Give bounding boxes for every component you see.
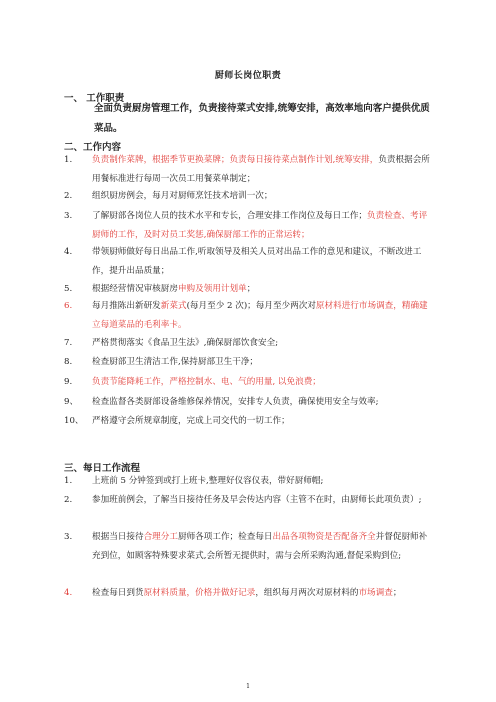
- text-segment: 负责根据会所用餐标准进行每周一次员工用餐菜单制定；: [92, 155, 430, 184]
- text-segment: ；: [246, 284, 256, 294]
- list-item-text: [92, 353, 434, 372]
- document-title: 厨师长岗位职责: [214, 71, 282, 81]
- text-segment: 负责制作菜牌，根据季节更换菜牌；负责每日接待菜点制作计划,统筹安排，: [92, 155, 379, 165]
- list-item-number: 2.: [64, 191, 73, 201]
- list-item: [64, 353, 434, 372]
- list-item-text: [92, 491, 434, 510]
- list-item-number: 5.: [64, 284, 73, 294]
- list-item: [64, 243, 434, 280]
- list-item: [64, 297, 434, 334]
- text-segment: 检查厨部卫生清洁工作,保持厨部卫生干净；: [92, 357, 259, 367]
- list-item-number: 7.: [64, 338, 73, 348]
- list-item-text: [92, 334, 434, 353]
- page-number: 1: [246, 683, 250, 690]
- list-item-text: [92, 280, 434, 299]
- text-segment: 参加班前例会，了解当日接待任务及早会传达内容（主管不在时，由厨师长此项负责）;: [92, 495, 422, 505]
- list-item: [64, 412, 434, 431]
- list-item: [64, 187, 434, 206]
- list-item-text: [92, 412, 434, 431]
- text-segment: 出品各项物资是否配备齐全: [272, 532, 376, 542]
- text-segment: ；: [392, 588, 402, 598]
- text-segment: 原材料质量，价格并做好记录: [143, 588, 256, 598]
- section-heading-work-content: 二、工作内容: [64, 142, 122, 153]
- list-item-text: [92, 187, 434, 206]
- list-item-number: 8.: [64, 357, 73, 367]
- list-item-text: [92, 243, 434, 280]
- text-segment: 厨师各项工作；检查每日: [177, 532, 273, 542]
- list-item-number: 3.: [64, 532, 73, 542]
- list-item-number: 1.: [64, 155, 73, 165]
- list-item-number: 2.: [64, 495, 73, 505]
- list-item-number: 9.: [64, 377, 73, 387]
- list-item-text: [92, 207, 434, 244]
- list-item-number: 3.: [64, 211, 73, 221]
- text-segment: 合理分工: [143, 532, 178, 542]
- text-segment: 原材料进行市场调查，精确建立每道菜品的毛利率卡。: [92, 301, 428, 330]
- text-segment: 每月推陈出新研发: [92, 301, 161, 311]
- text-segment: 检查监督各类厨部设备维修保养情况，安排专人负责，确保使用安全与效率;: [92, 397, 379, 407]
- text-segment: 负责节能降耗工作，严格控制水、电、气的用量, 以免浪费；: [92, 377, 321, 387]
- list-item: [64, 373, 434, 392]
- list-item-text: [92, 528, 434, 565]
- list-item-number: 6.: [64, 301, 73, 311]
- section-heading-daily-flow: 三、每日工作流程: [64, 463, 141, 474]
- text-segment: 根据当日接待: [92, 532, 144, 542]
- text-segment: 市场调查: [358, 588, 393, 598]
- list-item: [64, 207, 434, 244]
- text-segment: 新菜式: [160, 301, 187, 311]
- text-segment: 检查每日到货: [92, 588, 144, 598]
- list-item-text: [92, 393, 434, 412]
- list-item: [64, 472, 434, 491]
- list-item: [64, 584, 434, 603]
- list-item-number: 9、: [64, 397, 79, 407]
- text-segment: 根据经营情况审核厨房: [92, 284, 178, 294]
- text-segment: 严格遵守会所规章制度，完成上司交代的一切工作；: [92, 416, 290, 426]
- list-item-number: 10、: [64, 416, 84, 426]
- list-item-text: [92, 472, 434, 491]
- text-segment: 严格贯彻落实《食品卫生法》,确保厨部饮食安全;: [92, 338, 279, 348]
- text-segment: ，组织每月两次对原材料的: [255, 588, 359, 598]
- list-item: [64, 393, 434, 412]
- list-item-text: [92, 151, 434, 188]
- list-item: [64, 151, 434, 188]
- list-item-text: [92, 584, 434, 603]
- section-heading-duties: 一、 工作职责: [64, 93, 125, 104]
- text-segment: 申购及领用计划单: [177, 284, 247, 294]
- text-segment: 组织厨房例会，每月对厨师烹饪技术培训一次；: [92, 191, 273, 201]
- list-item-number: 1.: [64, 476, 73, 486]
- text-segment: (每月至少 2 次)；每月至少两次对: [186, 301, 316, 311]
- list-item: [64, 280, 434, 299]
- text-segment: 并督促厨师补充到位，如顾客特殊要求菜式,会所暂无提供时，需与会所采购沟通,督促采购到位;: [92, 532, 428, 561]
- text-segment: 负责检查、考评厨师的工作，及时对员工奖惩,确保厨部工作的正常运转；: [92, 211, 428, 240]
- list-item: [64, 334, 434, 353]
- duties-intro: 全面负责厨房管理工作，负责接待菜式安排,统筹安排，高效率地向客户提供优质菜品。: [94, 103, 430, 134]
- text-segment: 了解厨部各岗位人员的技术水平和专长，合理安排工作岗位及每日工作；: [92, 211, 368, 221]
- list-item-text: [92, 297, 434, 334]
- text-segment: 上班前 5 分钟签到或打上班卡,整理好仪容仪表，带好厨师帽;: [92, 476, 324, 486]
- list-item: [64, 528, 434, 565]
- list-item: [64, 491, 434, 510]
- list-item-number: 4.: [64, 588, 73, 598]
- text-segment: 带领厨师做好每日出品工作,听取领导及相关人员对出品工作的意见和建议，不断改进工作，提升出品质量；: [92, 247, 422, 276]
- list-item-text: [92, 373, 434, 392]
- list-item-number: 4.: [64, 247, 73, 257]
